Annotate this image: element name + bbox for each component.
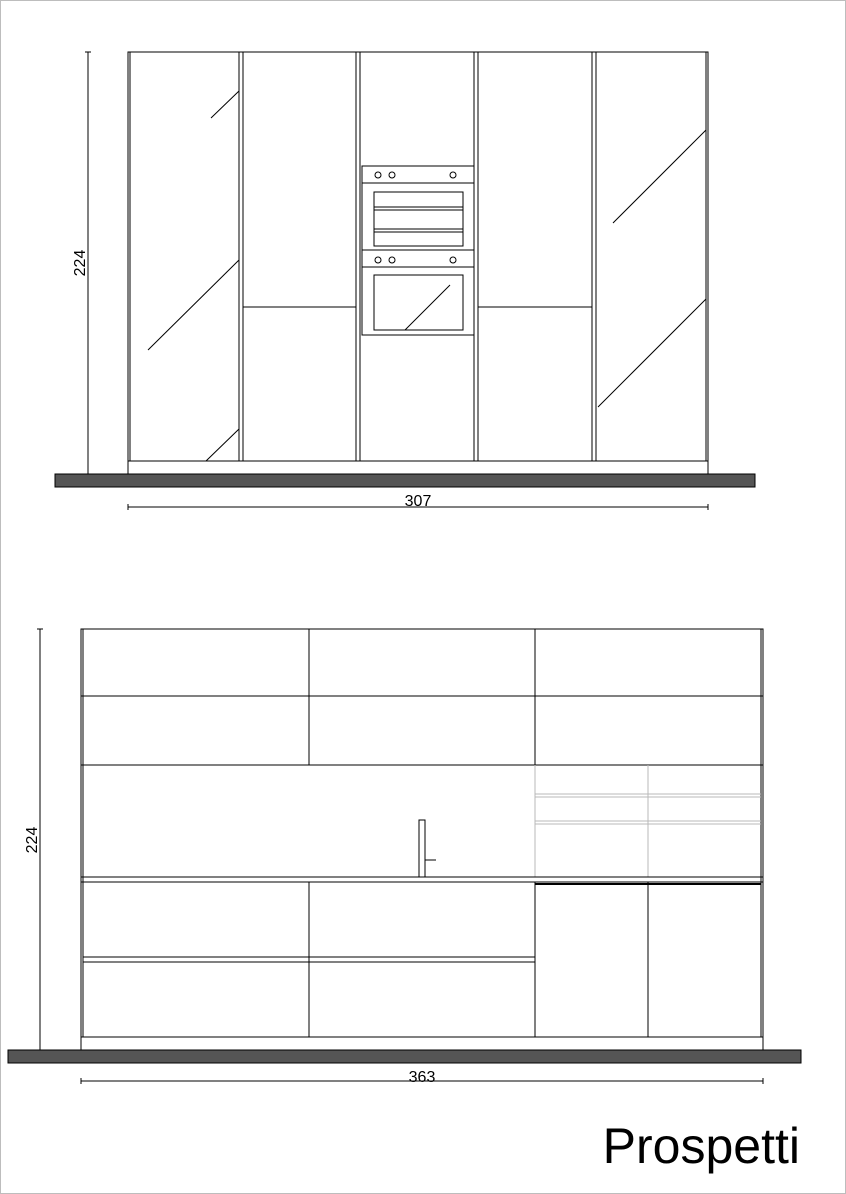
bottom-height-label: 224 [24, 826, 41, 854]
oven-top-knob-2 [389, 172, 395, 178]
oven-top [362, 166, 474, 250]
oven-top-knob-3 [450, 172, 456, 178]
top-height-label: 224 [72, 249, 89, 277]
column-1-mirror-reflection [148, 91, 239, 461]
top-elevation-frame [128, 52, 708, 474]
bottom-elevation [81, 629, 763, 1050]
sheet-border [1, 1, 846, 1194]
column-5-mirror-reflection [598, 130, 706, 407]
oven-bottom [362, 250, 474, 335]
oven-top-window [374, 192, 463, 246]
wall-cabinets [81, 629, 763, 765]
oven-top-knob-1 [375, 172, 381, 178]
oven-bottom-knob-3 [450, 257, 456, 263]
glass-shelving [535, 765, 761, 877]
kitchen-tap [419, 820, 436, 877]
base-cabinets [83, 882, 648, 1037]
oven-bottom-knob-2 [389, 257, 395, 263]
top-width-label: 307 [404, 493, 432, 510]
bottom-elevation-frame [81, 629, 763, 1050]
sheet-title: Prospetti [602, 1118, 800, 1174]
oven-bottom-knob-1 [375, 257, 381, 263]
oven-bottom-window [374, 275, 463, 330]
top-elevation-plinth [55, 474, 755, 487]
top-elevation [128, 52, 708, 474]
bottom-elevation-plinth [8, 1050, 801, 1063]
bottom-width-label: 363 [408, 1069, 436, 1086]
